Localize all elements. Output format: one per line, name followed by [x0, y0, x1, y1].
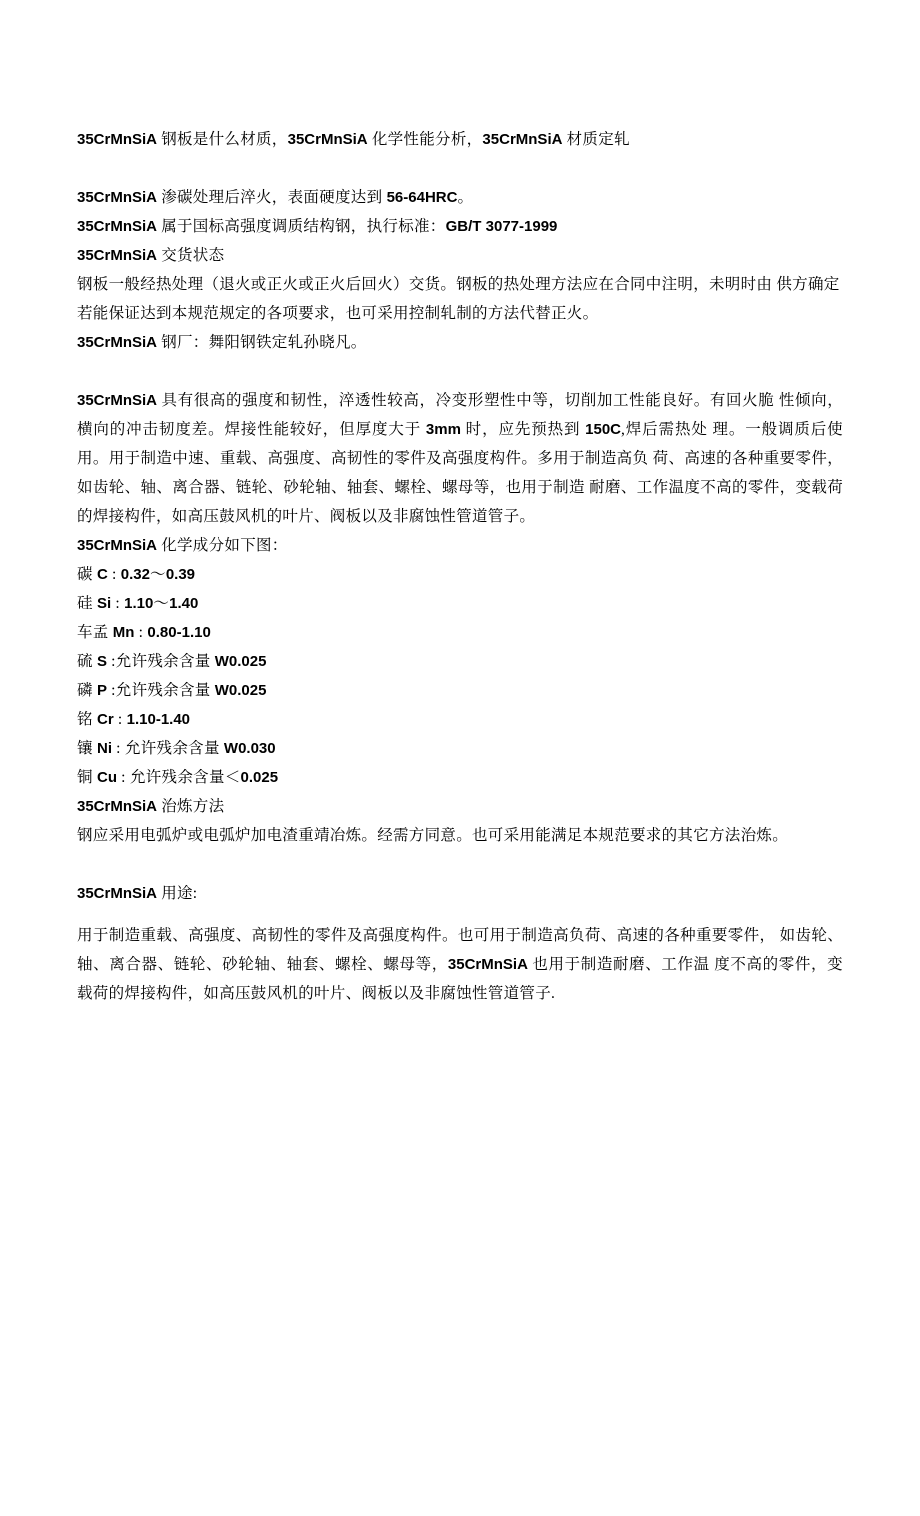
delivery-state-text: 钢板一般经热处理（退火或正火或正火后回火）交货。钢板的热处理方法应在合同中注明，未明时由 供方确定 — [77, 276, 840, 293]
document-title: 35CrMnSiA 钢板是什么材质，35CrMnSiA 化学性能分析，35CrMnSiA 材质定轧 — [77, 131, 630, 148]
delivery-state-heading: 35CrMnSiA 交货状态 — [77, 247, 225, 264]
composition-heading: 35CrMnSiA 化学成分如下图： — [77, 537, 288, 554]
spacer — [77, 154, 843, 183]
smelting-text: 钢应采用电弧炉或电弧炉加电渣重靖冶炼。经需方同意。也可采用能满足本规范要求的其它方法治炼。 — [77, 827, 789, 844]
composition-line-copper: 铜 Cu : 允许残余含量＜0.025 — [77, 769, 279, 786]
composition-line-sulfur: 硫 S :允许残余含量 W0.025 — [77, 653, 267, 670]
composition-line-manganese: 车孟 Mn : 0.80-1.10 — [77, 624, 211, 641]
composition-line-nickel: 镶 Ni : 允许残余含量 W0.030 — [77, 740, 276, 757]
smelting-heading: 35CrMnSiA 治炼方法 — [77, 798, 225, 815]
properties-paragraph: 35CrMnSiA 具有很高的强度和韧性，淬透性较高，冷变形塑性中等，切削加工性能良好。有回火脆 性倾向，横向的冲击韧度差。焊接性能较好，但厚度大于 3mm 时，应先预热到 150C,焊后需热处 理。一般调质后使用。用于制造中速、重载、高强度、高韧性的零件及高强度构件。多用于制造高负 荷、高速的各种重要零件，如齿轮、轴、离合器、链轮、砂轮轴、轴套、螺栓、螺母等，也用于制造 耐磨、工作温度不高的零件，变载荷的焊接构件，如高压鼓风机的叶片、阀板以及非腐蚀性管道管子。 — [77, 392, 843, 525]
spacer — [77, 850, 843, 879]
steel-mill-line: 35CrMnSiA 钢厂：舞阳钢铁定轧孙晓凡。 — [77, 334, 367, 351]
spacer — [77, 357, 843, 386]
usage-paragraph: 用于制造重载、高强度、高韧性的零件及高强度构件。也可用于制造高负荷、高速的各种重要零件， 如齿轮、轴、离合器、链轮、砂轮轴、轴套、螺栓、螺母等，35CrMnSiA 也用于制造耐磨、工作温 度不高的零件，变载荷的焊接构件，如高压鼓风机的叶片、阀板以及非腐蚀性管道管子. — [77, 927, 843, 1002]
standard-line: 35CrMnSiA 属于国标高强度调质结构钢，执行标准：GB/T 3077-1999 — [77, 218, 558, 235]
rolling-substitute-line: 若能保证达到本规范规定的各项要求，也可采用控制轧制的方法代替正火。 — [77, 305, 599, 322]
carburizing-hardness-line: 35CrMnSiA 渗碳处理后淬火，表面硬度达到 56-64HRC。 — [77, 189, 474, 206]
usage-heading: 35CrMnSiA 用途: — [77, 885, 198, 902]
composition-line-carbon: 碳 C : 0.32〜0.39 — [77, 566, 196, 583]
composition-line-silicon: 硅 Si : 1.10〜1.40 — [77, 595, 199, 612]
composition-line-chromium: 铭 Cr : 1.10-1.40 — [77, 711, 191, 728]
composition-line-phosphorus: 磷 P :允许残余含量 W0.025 — [77, 682, 267, 699]
